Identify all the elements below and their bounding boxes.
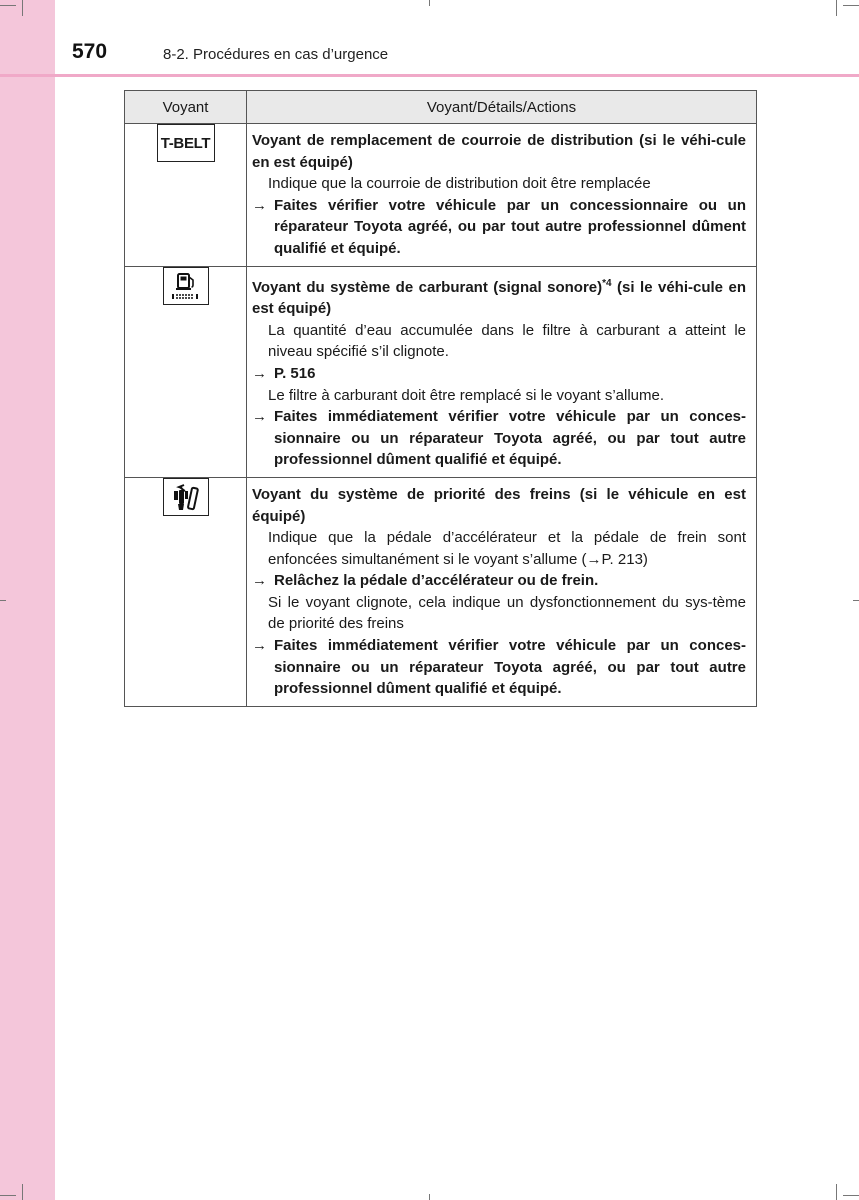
crop-mark (843, 1195, 859, 1196)
row-title-text: Voyant du système de carburant (signal sonore) (252, 278, 603, 296)
crop-mark (22, 1184, 23, 1200)
table-row (125, 266, 757, 477)
row-description: Si le voyant clignote, cela indique un dysfonctionnement du sys-tème de priorité des freins (268, 593, 746, 633)
row-reference (252, 363, 746, 385)
crop-mark (853, 600, 859, 601)
warning-lights-table (124, 90, 757, 707)
row-action (252, 195, 746, 260)
row-action (252, 406, 746, 471)
row-title: Voyant de remplacement de courroie de distribution (si le véhi-cule en est équipé) (252, 132, 746, 171)
row-title-text: (si le véhi-cule en est équipé) (252, 278, 746, 318)
crop-mark (0, 1195, 16, 1196)
crop-mark (836, 1184, 837, 1200)
crop-mark (0, 600, 6, 601)
row-title (252, 273, 746, 320)
page-number: 570 (72, 40, 108, 63)
action-text: Faites immédiatement vérifier votre véhicule par un conces-sionnaire ou un réparateur Toyota agréé, ou par tout autre professionnel dûment qualifié et équipé. (274, 408, 746, 469)
details-cell (247, 124, 757, 267)
arrow-icon: → (252, 408, 267, 426)
icon-cell (125, 124, 247, 267)
fuel-water-icon (163, 267, 209, 305)
icon-cell (125, 477, 247, 706)
row-action (252, 570, 746, 592)
action-text: Faites vérifier votre véhicule par un concessionnaire ou un réparateur Toyota agréé, ou par tout autre professionnel dûment qualifié et équipé. (274, 196, 746, 257)
crop-mark (843, 5, 859, 6)
page-reference-link[interactable]: P. 516 (274, 364, 316, 382)
table-row (125, 477, 757, 706)
timing-belt-icon: T-BELT (157, 124, 215, 162)
row-description: La quantité d’eau accumulée dans le filtre à carburant a atteint le niveau spécifié s’il clignote. (268, 321, 746, 361)
column-header-voyant: Voyant (125, 91, 247, 124)
arrow-icon: → (252, 364, 267, 382)
crop-mark (429, 1194, 430, 1200)
row-description: Indique que la pédale d’accélérateur et la pédale de frein sont enfoncées simultanément si le voyant s’allume (→P. 213) (268, 529, 746, 568)
arrow-icon: → (252, 637, 267, 655)
row-title: Voyant du système de priorité des freins (si le véhicule en est équipé) (252, 485, 746, 525)
details-cell (247, 266, 757, 477)
row-description: Indique que la courroie de distribution doit être remplacée (268, 175, 651, 193)
action-text: Faites immédiatement vérifier votre véhicule par un conces-sionnaire ou un réparateur Toyota agréé, ou par tout autre professionnel dûment qualifié et équipé. (274, 637, 746, 698)
arrow-icon: → (252, 196, 267, 214)
header-rule (0, 74, 859, 77)
crop-mark (0, 5, 16, 6)
arrow-icon: → (252, 572, 267, 590)
brake-override-icon (163, 478, 209, 516)
table-row (125, 124, 757, 267)
section-title: 8-2. Procédures en cas d’urgence (163, 46, 389, 63)
table-header-row (125, 91, 757, 124)
crop-mark (22, 0, 23, 16)
icon-cell (125, 266, 247, 477)
footnote-marker: *4 (602, 277, 612, 289)
column-header-details: Voyant/Détails/Actions (247, 91, 757, 124)
row-description: Le filtre à carburant doit être remplacé si le voyant s’allume. (268, 386, 665, 404)
details-cell (247, 477, 757, 706)
crop-mark (836, 0, 837, 16)
action-text: Relâchez la pédale d’accélérateur ou de frein. (274, 572, 599, 590)
row-action (252, 635, 746, 700)
crop-mark (429, 0, 430, 6)
chapter-tab-band (0, 0, 55, 1200)
